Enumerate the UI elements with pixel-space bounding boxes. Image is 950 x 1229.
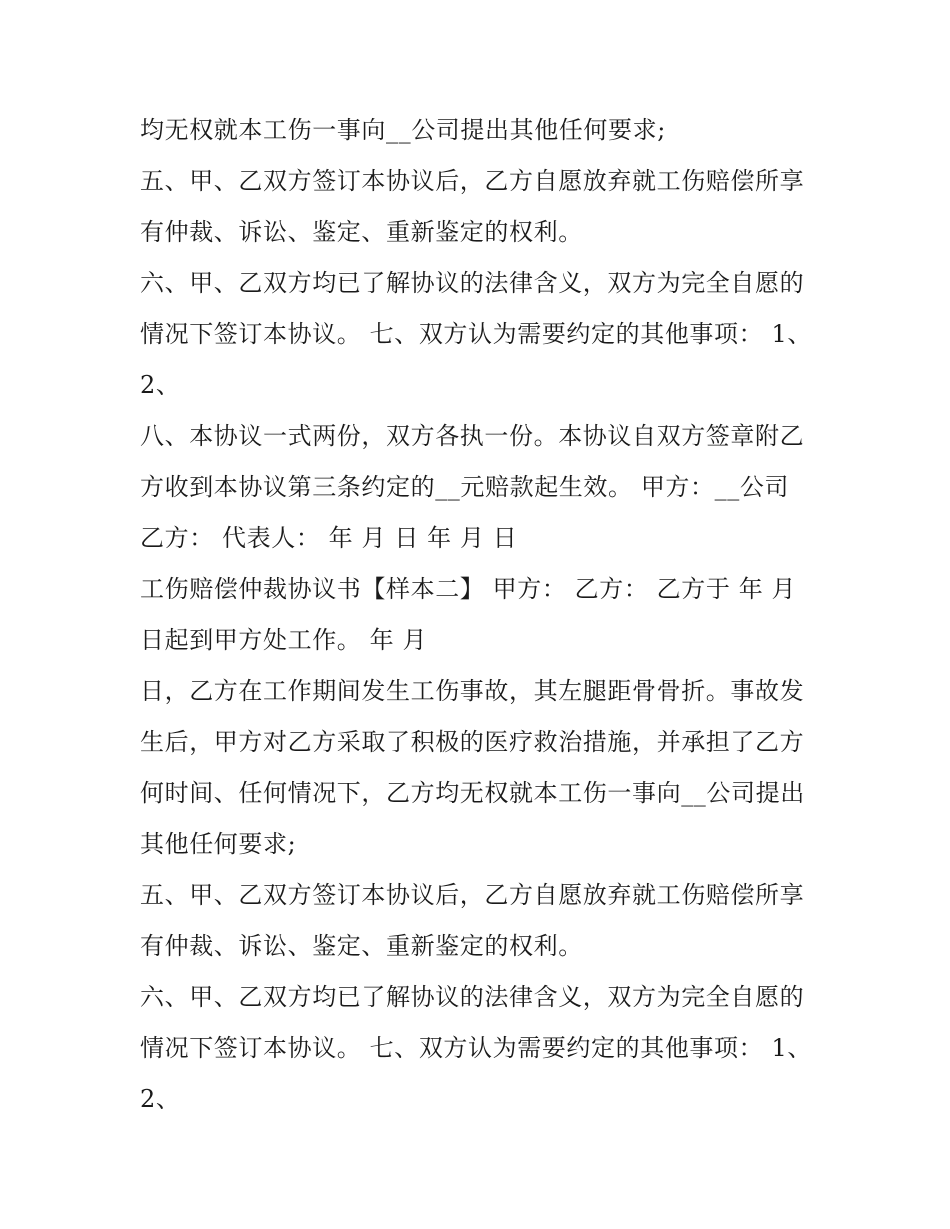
text-line: 有仲裁、诉讼、鉴定、重新鉴定的权利。 [140, 218, 583, 246]
text-line: 五、甲、乙双方签订本协议后，乙方自愿放弃就工伤赔偿所享 [140, 881, 805, 909]
text-line: 2、 [140, 371, 181, 399]
text-line: 方收到本协议第三条约定的__元赔款起生效。 甲方：__公司 [140, 473, 790, 501]
text-line: 工伤赔偿仲裁协议书【样本二】 甲方： 乙方： 乙方于 年 月 [140, 575, 797, 603]
text-line: 情况下签订本协议。 七、双方认为需要约定的其他事项： 1、 [140, 1034, 812, 1062]
text-line: 日，乙方在工作期间发生工伤事故，其左腿距骨骨折。事故发 [140, 677, 805, 705]
text-line: 六、甲、乙双方均已了解协议的法律含义，双方为完全自愿的 [140, 983, 805, 1011]
text-line: 2、 [140, 1085, 181, 1113]
text-line: 情况下签订本协议。 七、双方认为需要约定的其他事项： 1、 [140, 320, 812, 348]
text-line: 有仲裁、诉讼、鉴定、重新鉴定的权利。 [140, 932, 583, 960]
text-line: 乙方： 代表人： 年 月 日 年 月 日 [140, 524, 518, 552]
text-line: 六、甲、乙双方均已了解协议的法律含义，双方为完全自愿的 [140, 269, 805, 297]
text-line: 日起到甲方处工作。 年 月 [140, 626, 428, 654]
text-line: 八、本协议一式两份，双方各执一份。本协议自双方签章附乙 [140, 422, 805, 450]
text-line: 五、甲、乙双方签订本协议后，乙方自愿放弃就工伤赔偿所享 [140, 167, 805, 195]
text-line: 何时间、任何情况下，乙方均无权就本工伤一事向__公司提出 [140, 779, 805, 807]
document-body [140, 105, 830, 1125]
text-line: 均无权就本工伤一事向__公司提出其他任何要求; [140, 116, 666, 144]
text-line: 其他任何要求; [140, 830, 297, 858]
text-line: 生后，甲方对乙方采取了积极的医疗救治措施，并承担了乙方 [140, 728, 805, 756]
